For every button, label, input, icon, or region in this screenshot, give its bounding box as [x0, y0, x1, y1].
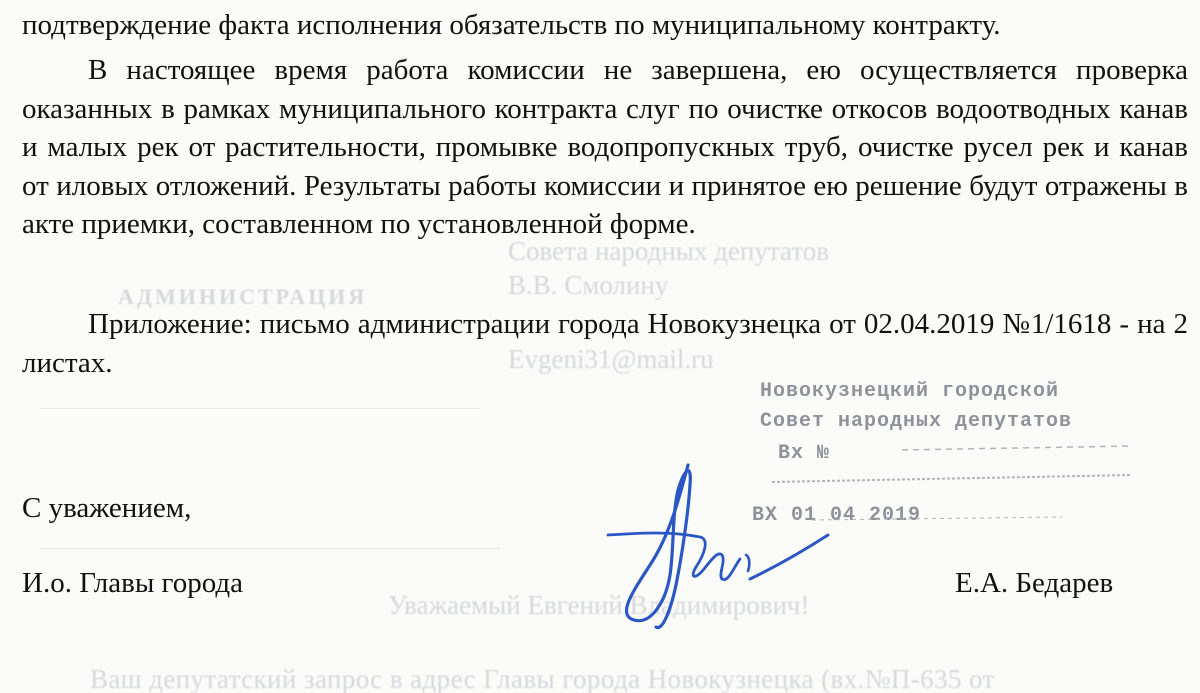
paragraph-main: В настоящее время работа комиссии не завершена, ею осуществляется проверка оказанных в рамках муниципального контракта слуг по очистке откосов водоотводных канав и малых рек от растительности, промывке водопропускных труб, очистке русел рек и канав от иловых отложений. Результаты работы комиссии и принятое ею решение будут отражены в акте приемки, составленном по установленной форме.	[22, 54, 1188, 240]
signer-name: Е.А. Бедарев	[955, 567, 1114, 599]
stamp-line: Новокузнецкий городской	[760, 380, 1060, 403]
bleed-through-text: Ваш депутатский запрос в адрес Главы города Новокузнецка (вх.№П-635 от	[90, 664, 995, 693]
bleed-through-text: В.В. Смолину	[508, 270, 669, 300]
handwritten-signature	[600, 455, 830, 635]
bleed-through-text: Evgeni31@mail.ru	[508, 344, 714, 374]
closing-text: С уважением,	[22, 492, 192, 524]
bleed-through-text: Совета народных депутатов	[508, 236, 829, 266]
stamp-line: Совет народных депутатов	[760, 410, 1073, 433]
paragraph-tail: подтверждение факта исполнения обязательств по муниципальному контракту.	[22, 9, 1001, 41]
stamp-line: ВХ 01 04 2019	[752, 504, 922, 527]
bleed-through-rule	[40, 408, 480, 409]
bleed-through-rule	[40, 548, 500, 549]
stamp-line: Вх №	[778, 442, 831, 465]
bleed-through-text: АДМИНИСТРАЦИЯ	[118, 284, 368, 309]
attachment-note: Приложение: письмо администрации города Новокузнецка от 02.04.2019 №1/1618 - на 2 листах.	[22, 308, 1188, 379]
signer-title: И.о. Главы города	[22, 567, 244, 599]
bleed-through-text: Уважаемый Евгений Владимирович!	[388, 590, 810, 620]
